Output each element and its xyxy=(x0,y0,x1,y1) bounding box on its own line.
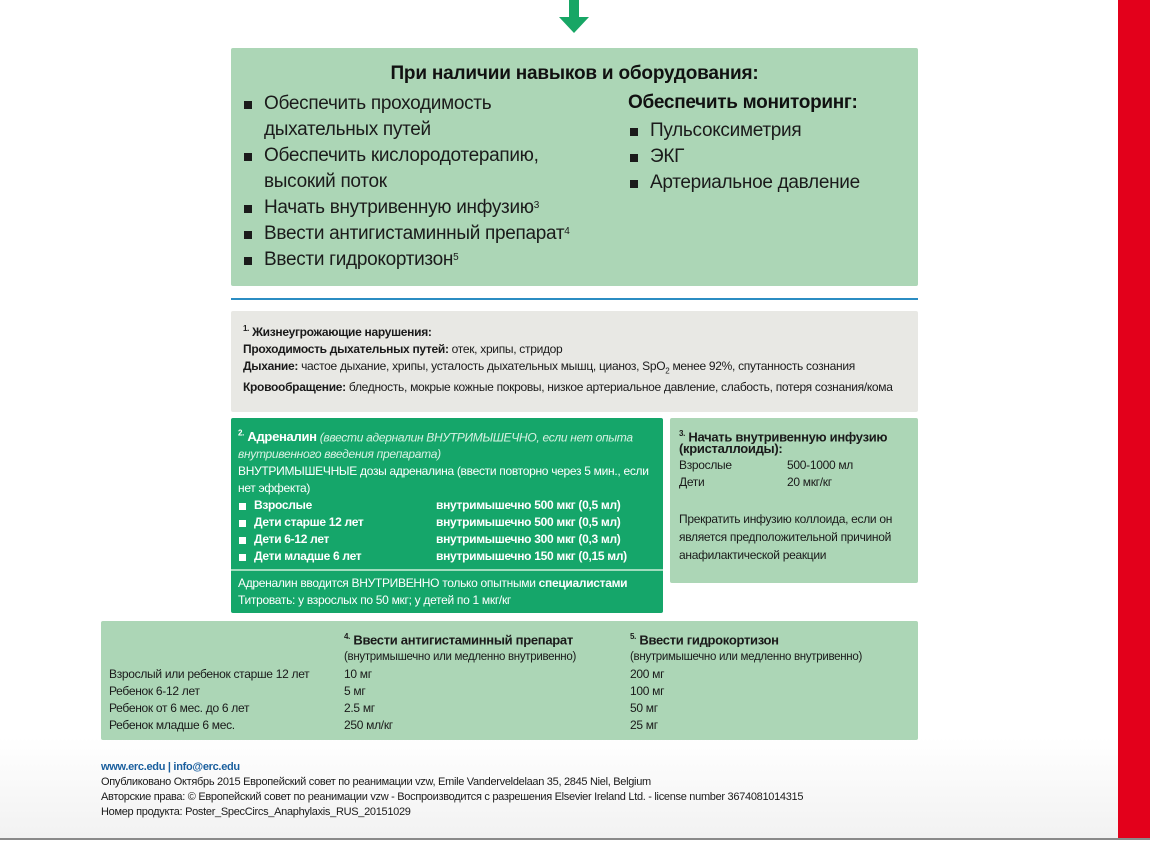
square-bullet-icon xyxy=(244,101,252,109)
dose-row: Дети старше 12 лет внутримышечно 500 мкг (0,5 мл) xyxy=(238,514,658,531)
hydrocortisone-dose: 25 мг xyxy=(630,718,658,732)
list-item: ЭКГ xyxy=(628,144,908,170)
circulation-note: Кровообращение: бледность, мокрые кожные покровы, низкое артериальное давление, слабость, потеря сознания/кома xyxy=(243,380,893,395)
list-item: Начать внутривенную инфузию$^3$ xyxy=(242,195,622,221)
hydrocortisone-dose: 200 мг xyxy=(630,667,665,681)
list-item: высокий поток xyxy=(264,171,387,192)
notes-title: Жизнеугрожающие нарушения: xyxy=(252,325,432,339)
dose-row: Дети 6-12 лет внутримышечно 300 мкг (0,3 мл) xyxy=(238,531,658,548)
list-item: Обеспечить кислородотерапию, xyxy=(242,143,622,169)
list-item: Ввести гидрокортизон$^5$ xyxy=(242,247,622,273)
copyright-line: Авторские права: © Европейский совет по реанимации vzw - Воспроизводится с разрешения Elsevier Ireland Ltd. - license number 3674081014315 xyxy=(101,791,804,803)
arrow-down-icon xyxy=(557,0,591,34)
published-line: Опубликовано Октябрь 2015 Европейский совет по реанимации vzw, Emile Vanderveldelaan 35, 2845 Niel, Belgium xyxy=(101,776,651,788)
footnote-ref: 4 xyxy=(564,226,570,237)
im-doses-text: ВНУТРИМЫШЕЧНЫЕ дозы адреналина (ввести повторно через 5 мин., если нет эффекта) xyxy=(238,464,649,496)
life-threatening-notes: $^{1.}$ Жизнеугрожающие нарушения: Проходимость дыхательных путей: отек, хрипы, стридор Дыхание: частое дыхание, хрипы, усталость дыхательных мышц, цианоз, SpO$_2$ менее 92%, спутанность сознания Кровообращение: бледность, мокрые кожные покровы, низкое артериальное давление, слабость, потеря сознания/кома xyxy=(231,311,918,412)
red-side-bar xyxy=(1118,0,1150,838)
product-number-line: Номер продукта: Poster_SpecCircs_Anaphylaxis_RUS_20151029 xyxy=(101,806,411,818)
square-bullet-icon xyxy=(244,231,252,239)
breathing-note: Дыхание: частое дыхание, хрипы, усталость дыхательных мышц, цианоз, SpO$_2$ менее 92%, спутанность сознания xyxy=(243,359,855,376)
square-bullet-icon xyxy=(630,180,638,188)
square-bullet-icon xyxy=(239,537,246,544)
stop-colloid-note: Прекратить инфузию коллоида, если он является предположительной причиной анафилактической реакции xyxy=(679,512,893,562)
adrenaline-dose-list xyxy=(238,497,658,565)
dose-row: Дети младше 6 лет внутримышечно 150 мкг (0,15 мл) xyxy=(238,548,658,565)
airway-note: Проходимость дыхательных путей: отек, хрипы, стридор xyxy=(243,342,563,356)
adrenaline-box xyxy=(231,418,663,613)
square-bullet-icon xyxy=(630,128,638,136)
table-row-label: Ребенок 6-12 лет xyxy=(109,684,200,698)
adrenaline-heading: $^{2.}$ Адреналин (ввести адерналин ВНУТРИМЫШЕЧНО, если нет опыта внутривенного введения препарата) xyxy=(238,429,633,462)
list-item: Артериальное давление xyxy=(628,170,908,196)
antihistamine-dose: 5 мг xyxy=(344,684,366,698)
antihistamine-dose: 10 мг xyxy=(344,667,372,681)
dose-row: Взрослые внутримышечно 500 мкг (0,5 мл) xyxy=(238,497,658,514)
hydrocortisone-dose: 100 мг xyxy=(630,684,665,698)
dosing-table xyxy=(101,621,918,740)
list-item: Обеспечить проходимость xyxy=(242,91,622,117)
monitoring-list xyxy=(628,118,908,196)
footnote-ref: 3 xyxy=(533,200,539,211)
footnote-ref: 5 xyxy=(453,252,459,263)
square-bullet-icon xyxy=(244,205,252,213)
antihistamine-dose: 2.5 мг xyxy=(344,701,375,715)
adrenaline-divider xyxy=(231,569,663,571)
square-bullet-icon xyxy=(239,520,246,527)
list-item: Пульсоксиметрия xyxy=(628,118,908,144)
iv-adrenaline-note: Адреналин вводится ВНУТРИВЕННО только опытными специалистами Титровать: у взрослых по 50 мкг; у детей по 1 мкг/кг xyxy=(238,576,628,607)
antihistamine-header: $^{4.}$ Ввести антигистаминный препарат xyxy=(344,632,573,648)
hydrocortisone-header: $^{5.}$ Ввести гидрокортизон xyxy=(630,632,779,648)
list-item: Ввести антигистаминный препарат$^4$ xyxy=(242,221,622,247)
list-item: дыхательных путей xyxy=(264,119,431,140)
square-bullet-icon xyxy=(244,153,252,161)
monitoring-title: Обеспечить мониторинг: xyxy=(628,92,858,113)
hydrocortisone-dose: 50 мг xyxy=(630,701,658,715)
section-divider xyxy=(231,298,918,300)
skills-action-list xyxy=(242,91,622,273)
antihistamine-route: (внутримышечно или медленно внутривенно) xyxy=(344,651,576,663)
skills-title: При наличии навыков и оборудования: xyxy=(390,63,759,84)
square-bullet-icon xyxy=(630,154,638,162)
erc-contact-link[interactable]: www.erc.edu | info@erc.edu xyxy=(101,761,240,773)
infusion-title: $^{3.}$ Начать внутривенную инфузию (кристаллоиды): xyxy=(679,429,888,457)
below-page-area xyxy=(0,840,1150,864)
poster-footer xyxy=(101,759,1001,820)
table-row-label: Ребенок младше 6 мес. xyxy=(109,718,235,732)
square-bullet-icon xyxy=(239,554,246,561)
table-row-label: Ребенок от 6 мес. до 6 лет xyxy=(109,701,250,715)
table-row-label: Взрослый или ребенок старше 12 лет xyxy=(109,667,310,681)
antihistamine-dose: 250 мл/кг xyxy=(344,718,393,732)
skills-equipment-box xyxy=(231,48,918,286)
square-bullet-icon xyxy=(239,503,246,510)
hydrocortisone-route: (внутримышечно или медленно внутривенно) xyxy=(630,651,862,663)
iv-infusion-box: $^{3.}$ Начать внутривенную инфузию (кристаллоиды): Взрослые 500-1000 мл Дети 20 мкг/кг Прекратить инфузию коллоида, если он является предположительной причиной анафилактической реакции xyxy=(670,418,918,583)
square-bullet-icon xyxy=(244,257,252,265)
